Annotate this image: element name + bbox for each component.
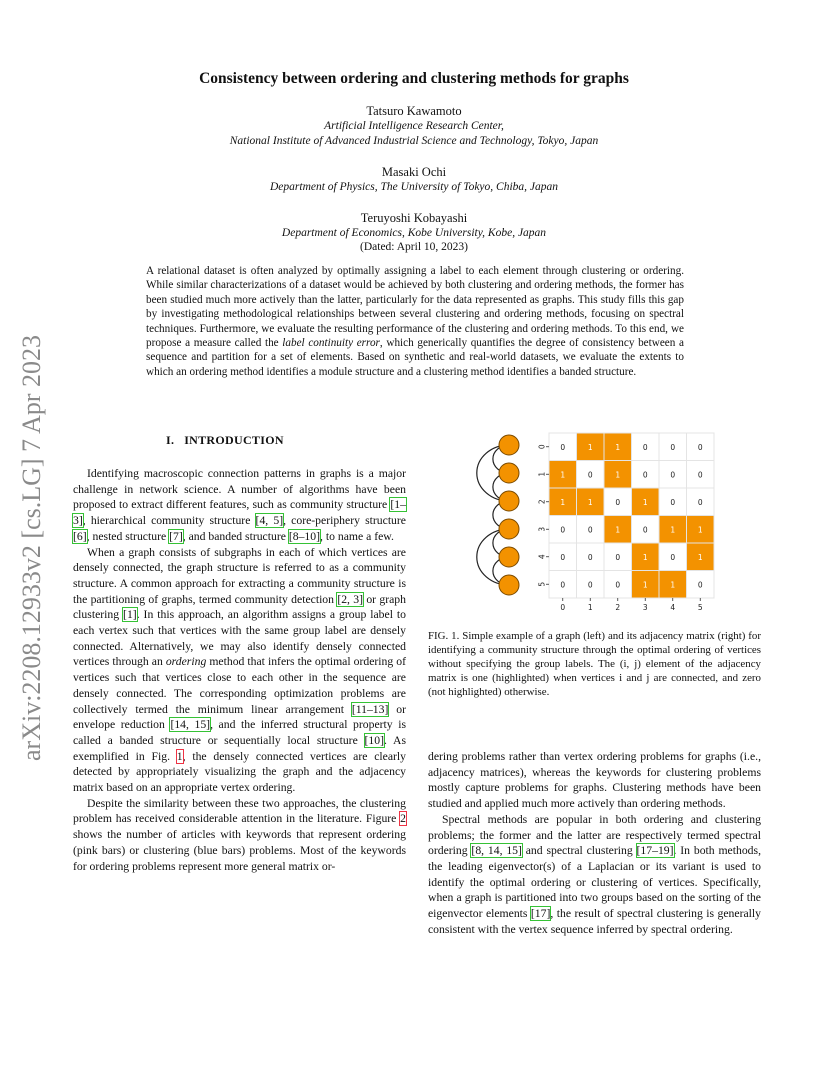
matrix-cell-value: 0 (697, 580, 703, 590)
matrix-cell-value: 0 (560, 580, 566, 590)
row-label: 5 (537, 581, 547, 587)
author-affiliation: National Institute of Advanced Industrial Science and Technology, Tokyo, Japan (229, 135, 599, 147)
matrix-cell-value: 0 (697, 497, 703, 507)
emphasis: ordering (165, 655, 207, 669)
matrix-cell-value: 1 (615, 442, 621, 452)
citation-link[interactable]: [2, 3] (337, 592, 364, 606)
adjacency-matrix (538, 433, 715, 612)
author-name: Teruyoshi Kobayashi (360, 211, 468, 225)
text: , to name a few. (320, 529, 394, 543)
author-affiliation: Department of Economics, Kobe University, Kobe, Japan (281, 227, 547, 239)
abstract-emphasis: label continuity error (282, 337, 380, 350)
matrix-cell-value: 0 (560, 442, 566, 452)
figure-link[interactable]: 1 (176, 749, 183, 763)
section-heading (166, 433, 284, 448)
figure-link[interactable]: 2 (400, 812, 406, 826)
text: Identifying macroscopic connection patterns in graphs is a major challenge in network science. A number of algorithms have been proposed to extract different features, such as community structure (73, 467, 406, 512)
text: method that infers the optimal ordering of vertices such that vertices close to each other in the sequence are densely connected. The corresponding optimization problems are collectively termed the minimum linear arrangement (73, 655, 406, 716)
text: , the result of spectral clustering is generally consistent with the vertex sequence inferred by spectral ordering. (428, 907, 761, 936)
matrix-cell-value: 1 (670, 580, 676, 590)
matrix-cell-value: 0 (615, 552, 621, 562)
matrix-cell-value: 0 (615, 497, 621, 507)
graph-vertex (499, 575, 519, 595)
citation-link[interactable]: [1] (123, 608, 137, 622)
figure-caption: FIG. 1. Simple example of a graph (left) and its adjacency matrix (right) for identifying a community structure through the optimal ordering of vertices without specifying the group labels. The (i, j) element of the adjacency matrix is one (highlighted) when vertices i and j are connected, and zero (not highlighted) otherwise. (428, 630, 761, 699)
matrix-cell-value: 1 (697, 525, 703, 535)
text: , nested structure (86, 529, 170, 543)
citation-link[interactable]: [17–19] (636, 844, 674, 858)
matrix-cell-value: 0 (587, 470, 593, 480)
matrix-cell-value: 1 (587, 442, 593, 452)
text: When a graph consists of subgraphs in each of which vertices are densely connected, the graph structure is referred to as a community structure. A common approach for extracting a community structure is the partitioning of graphs, termed community detection (73, 545, 406, 606)
text: Spectral methods are popular in both ordering and clustering problems; the former and the latter are respectively termed spectral ordering (428, 812, 761, 858)
graph-vertex (499, 435, 519, 455)
matrix-cell-value: 0 (697, 442, 703, 452)
text: , and banded structure (182, 529, 289, 543)
paragraph (73, 545, 406, 796)
matrix-cell-value: 0 (642, 442, 648, 452)
matrix-cell-value: 1 (615, 470, 621, 480)
matrix-cell-value: 0 (642, 470, 648, 480)
graph-vertex (499, 519, 519, 539)
matrix-cell-value: 0 (697, 470, 703, 480)
col-label: 0 (560, 603, 566, 612)
text: or envelope reduction (73, 702, 406, 732)
text: , the densely connected vertices are clearly detected by appropriately visualizing the graph and the adjacency matrix based on an appropriate vertex ordering. (73, 749, 406, 795)
text: , core-periphery structure (283, 514, 406, 528)
author-name: Masaki Ochi (381, 165, 447, 179)
row-label: 4 (537, 554, 547, 560)
matrix-cell-value: 1 (642, 497, 648, 507)
right-column (428, 749, 761, 937)
author-name: Tatsuro Kawamoto (366, 104, 462, 118)
graph-vertex (499, 463, 519, 483)
citation-link[interactable]: [11–13] (351, 702, 389, 716)
col-label: 5 (697, 603, 703, 612)
text: Despite the similarity between these two approaches, the clustering problem has received considerable attention in the literature. Figure (73, 796, 406, 826)
matrix-cell-value: 0 (670, 497, 676, 507)
matrix-cell-value: 1 (560, 497, 566, 507)
col-label: 1 (587, 603, 593, 612)
paragraph (73, 796, 406, 875)
matrix-cell-value: 1 (642, 552, 648, 562)
matrix-cell-value: 0 (615, 580, 621, 590)
section-title: INTRODUCTION (184, 433, 284, 447)
matrix-cell-value: 0 (587, 525, 593, 535)
author-affiliation: Artificial Intelligence Research Center, (324, 120, 504, 132)
abstract-text: A relational dataset is often analyzed by optimally assigning a label to each element through clustering or ordering. While similar characterizations of a dataset would be achieved by both clustering and ordering methods, the former has been studied much more actively than the latter, particularly for the data represented as graphs. This study fills this gap by investigating methodological relationships between several clustering and ordering methods, focusing on spectral techniques. Furthermore, we evaluate the resulting performance of the clustering and ordering methods. To this end, we propose a measure called the (146, 265, 684, 350)
citation-link[interactable]: [8, 14, 15] (471, 844, 522, 858)
citation-link[interactable]: [14, 15] (170, 718, 211, 732)
col-label: 2 (615, 603, 621, 612)
citation-link[interactable]: [4, 5] (255, 514, 284, 528)
text: , and the inferred structural property is called a banded structure or sequentially local structure (73, 718, 406, 747)
graph-vertex (499, 547, 519, 567)
matrix-cell-value: 0 (587, 552, 593, 562)
citation-link[interactable]: [17] (530, 907, 551, 921)
section-number: I. (166, 433, 175, 447)
text: or graph clustering (73, 592, 406, 622)
citation-link[interactable]: [7] (169, 529, 183, 543)
citation-link[interactable]: [6] (73, 529, 87, 543)
abstract (146, 264, 684, 379)
matrix-cell-value: 1 (697, 552, 703, 562)
col-label: 4 (670, 603, 676, 612)
author-affiliation: Department of Physics, The University of Tokyo, Chiba, Japan (270, 181, 558, 193)
row-label: 2 (537, 499, 547, 505)
abstract-text: , which generically quantifies the degree of consistency between a sequence and partition for a set of elements. Based on synthetic and real-world datasets, we evaluate the extents to which an ordering method identifies a module structure and a clustering method identifies a banded structure. (146, 337, 684, 378)
citation-link[interactable]: [10] (364, 733, 384, 747)
text: . As exemplified in Fig. (73, 733, 406, 763)
row-label: 0 (537, 444, 547, 450)
matrix-cell-value: 1 (670, 525, 676, 535)
matrix-cell-value: 0 (670, 470, 676, 480)
text: . In both methods, the leading eigenvector(s) of a Laplacian or its variant is used to identify the optimal ordering or clustering of vertices. Specifically, when a graph is partitioned into two groups based on the sorting of the eigenvector elements (428, 844, 761, 921)
row-label: 1 (537, 471, 547, 477)
matrix-cell-value: 0 (670, 552, 676, 562)
left-column (73, 466, 406, 874)
matrix-cell-value: 0 (587, 580, 593, 590)
matrix-cell-value: 1 (642, 580, 648, 590)
paragraph: dering problems rather than vertex ordering problems for graphs (i.e., adjacency matrices), whereas the keywords for clustering problems mostly capture problems for graphs. Clustering methods have been studied and applied much more actively than ordering methods. (428, 750, 761, 811)
row-label: 3 (537, 526, 547, 532)
matrix-cell-value: 0 (560, 552, 566, 562)
text: , hierarchical community structure (82, 514, 256, 528)
graph-vertex (499, 491, 519, 511)
graph-drawing (477, 435, 519, 595)
arxiv-identifier: arXiv:2208.12933v2 [cs.LG] 7 Apr 2023 (17, 334, 46, 761)
text: . In this approach, an algorithm assigns a group label to each vertex such that vertices with the same group label are densely connected. Alternatively, we may also identify densely connected vertices through an (73, 608, 406, 669)
paper-title: Consistency between ordering and clustering methods for graphs (199, 70, 629, 87)
col-label: 3 (642, 603, 648, 612)
citation-link[interactable]: [8–10] (288, 529, 321, 543)
matrix-cell-value: 0 (642, 525, 648, 535)
text: shows the number of articles with keywords that represent ordering (pink bars) or clustering (blue bars) problems. Most of the keywords for ordering problems represent more general matrix or- (73, 828, 406, 873)
matrix-cell-value: 1 (615, 525, 621, 535)
matrix-cell-value: 1 (560, 470, 566, 480)
citation-link[interactable]: [1–3] (73, 498, 406, 528)
text: and spectral clustering (521, 844, 637, 858)
matrix-cell-value: 0 (670, 442, 676, 452)
matrix-cell-value: 1 (587, 497, 593, 507)
figure-1 (466, 432, 728, 612)
paragraph (428, 812, 761, 938)
dated-line: (Dated: April 10, 2023) (360, 241, 468, 253)
matrix-cell-value: 0 (560, 525, 566, 535)
paragraph (73, 466, 406, 545)
